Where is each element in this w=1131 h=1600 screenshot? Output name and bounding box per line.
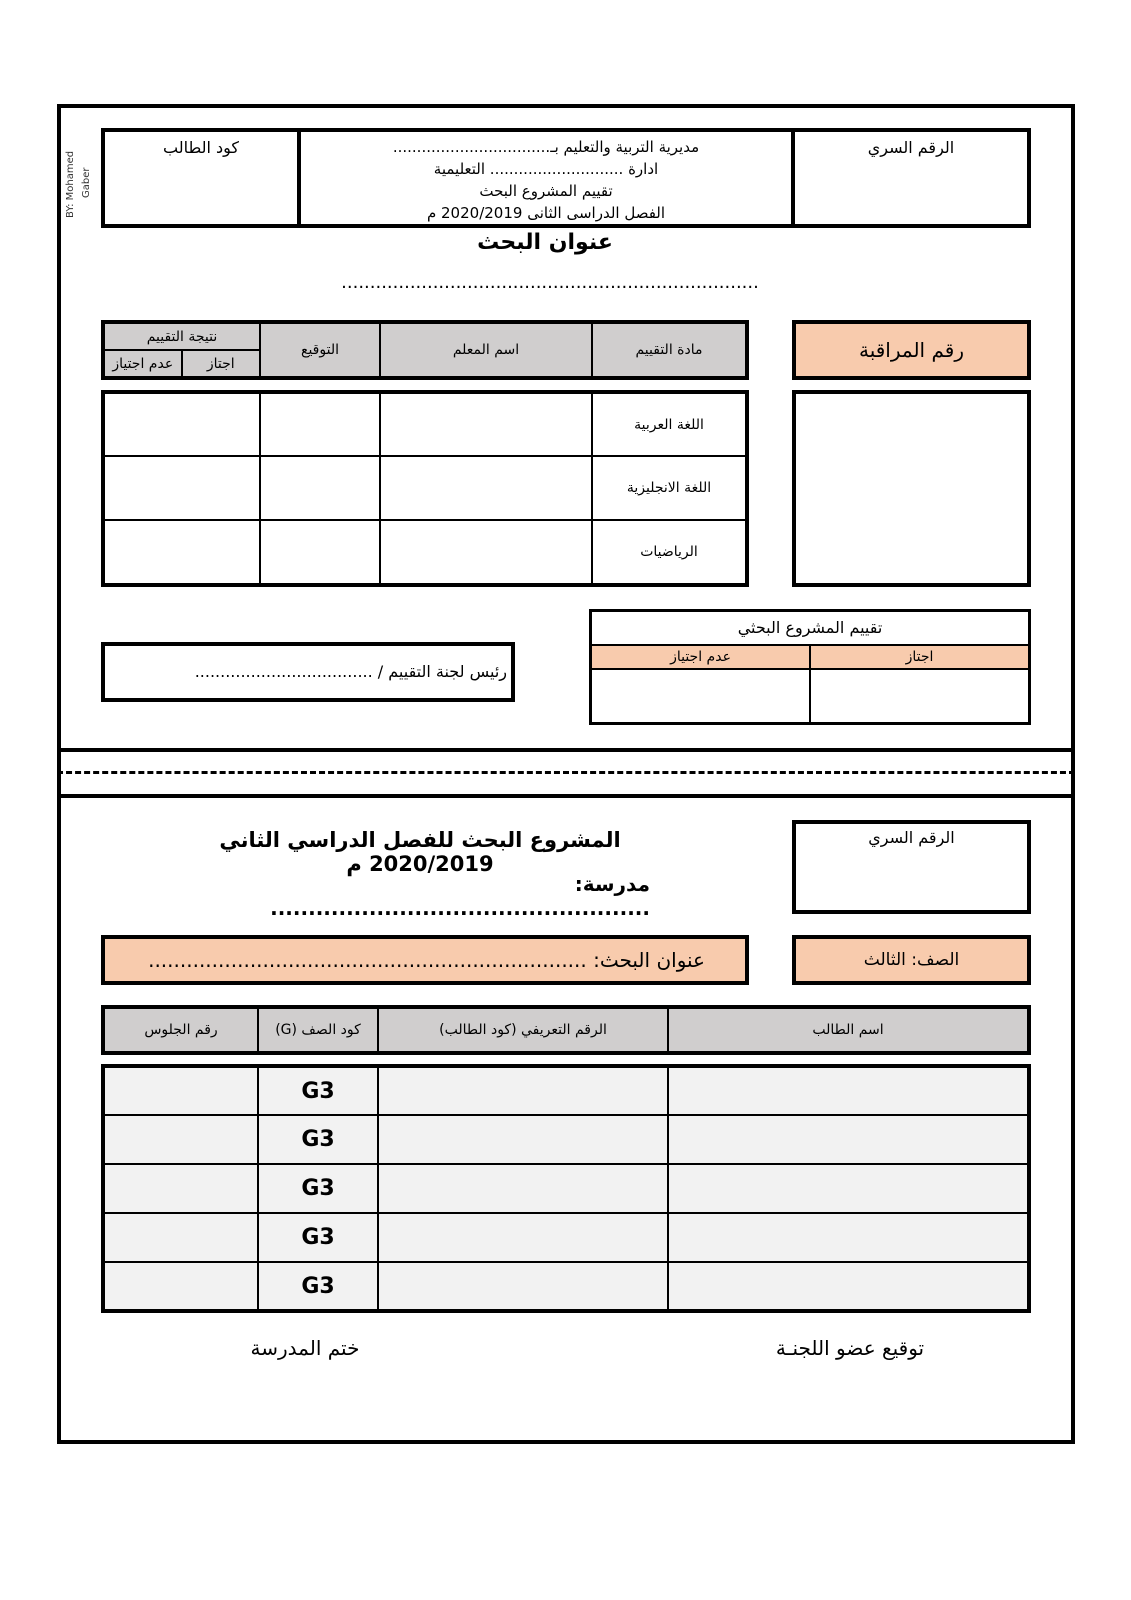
class-code-cell: G3 bbox=[258, 1213, 378, 1262]
table-row bbox=[103, 1213, 1029, 1262]
monitor-number-label: رقم المراقبة bbox=[792, 320, 1031, 380]
seat-number-cell[interactable] bbox=[103, 1115, 258, 1164]
result-header: نتيجة التقييم bbox=[103, 322, 260, 350]
signature-cell[interactable] bbox=[260, 392, 380, 456]
students-body bbox=[101, 1064, 1031, 1313]
subject-math: الرياضيات bbox=[592, 520, 747, 585]
table-row bbox=[103, 1115, 1029, 1164]
subject-arabic: اللغة العربية bbox=[592, 392, 747, 456]
result-pass-header: اجتاز bbox=[182, 350, 261, 378]
grade-box bbox=[792, 935, 1031, 985]
project-evaluation-title: تقييم المشروع البحثي bbox=[591, 611, 1030, 645]
project-pass-cell[interactable] bbox=[810, 669, 1030, 724]
class-code-cell: G3 bbox=[258, 1115, 378, 1164]
seat-number-cell[interactable] bbox=[103, 1066, 258, 1115]
committee-head-box[interactable] bbox=[101, 642, 515, 702]
teacher-name-cell[interactable] bbox=[380, 392, 592, 456]
watermark-line1: BY: Mohamed bbox=[65, 150, 76, 218]
student-name-cell[interactable] bbox=[668, 1164, 1029, 1213]
bottom-research-title-label: عنوان البحث: ..................................................................... bbox=[148, 948, 705, 972]
evaluation-header bbox=[101, 320, 749, 380]
evaluation-body bbox=[101, 390, 749, 587]
result-fail-header: عدم اجتياز bbox=[103, 350, 182, 378]
project-fail-cell[interactable] bbox=[591, 669, 811, 724]
student-name-cell[interactable] bbox=[668, 1262, 1029, 1311]
student-name-cell[interactable] bbox=[668, 1066, 1029, 1115]
bottom-title: المشروع البحث للفصل الدراسي الثاني 2020/2019 م bbox=[219, 828, 621, 876]
committee-signature-label: توقيع عضو اللجنـة bbox=[775, 1336, 925, 1360]
seat-number-header: رقم الجلوس bbox=[103, 1007, 258, 1053]
subject-english: اللغة الانجليزية bbox=[592, 456, 747, 520]
table-row bbox=[103, 1262, 1029, 1311]
result-cell[interactable] bbox=[103, 456, 260, 520]
evaluation-row bbox=[103, 520, 747, 585]
watermark bbox=[64, 148, 104, 218]
class-code-header: كود الصف (G) bbox=[258, 1007, 378, 1053]
committee-head-label: رئيس لجنة التقييم / ................................... bbox=[194, 662, 507, 681]
id-number-cell[interactable] bbox=[378, 1262, 668, 1311]
signature-cell[interactable] bbox=[260, 456, 380, 520]
seat-number-cell[interactable] bbox=[103, 1164, 258, 1213]
id-number-cell[interactable] bbox=[378, 1213, 668, 1262]
table-row bbox=[103, 1164, 1029, 1213]
monitor-number-box[interactable] bbox=[792, 390, 1031, 587]
class-code-cell: G3 bbox=[258, 1164, 378, 1213]
header-table bbox=[101, 128, 1031, 228]
header-line-1: مديرية التربية والتعليم بـ................................. bbox=[392, 138, 700, 156]
header-line-4: الفصل الدراسى الثانى 2020/2019 م bbox=[426, 204, 666, 222]
section-divider-bottom bbox=[57, 794, 1075, 798]
project-pass-header: اجتاز bbox=[810, 645, 1030, 669]
bottom-secret-number-box[interactable] bbox=[792, 820, 1031, 914]
bottom-secret-number-label: الرقم السري bbox=[868, 828, 955, 847]
watermark-line2: Gaber bbox=[81, 167, 92, 198]
bottom-research-title[interactable] bbox=[101, 935, 749, 985]
student-name-cell[interactable] bbox=[668, 1115, 1029, 1164]
teacher-header: اسم المعلم bbox=[380, 322, 592, 378]
project-evaluation-table bbox=[589, 609, 1031, 725]
id-number-cell[interactable] bbox=[378, 1164, 668, 1213]
research-title-dots: ......................................................................... bbox=[341, 272, 759, 293]
secret-number-label: الرقم السري bbox=[867, 138, 955, 157]
evaluation-row bbox=[103, 456, 747, 520]
seat-number-cell[interactable] bbox=[103, 1213, 258, 1262]
class-code-cell: G3 bbox=[258, 1066, 378, 1115]
student-name-cell[interactable] bbox=[668, 1213, 1029, 1262]
bottom-school: مدرسة: .................................................. bbox=[270, 872, 650, 920]
signature-header: التوقيع bbox=[260, 322, 380, 378]
id-number-cell[interactable] bbox=[378, 1115, 668, 1164]
teacher-name-cell[interactable] bbox=[380, 456, 592, 520]
result-cell[interactable] bbox=[103, 392, 260, 456]
student-name-header: اسم الطالب bbox=[668, 1007, 1029, 1053]
result-cell[interactable] bbox=[103, 520, 260, 585]
header-line-3: تقييم المشروع البحث bbox=[479, 182, 613, 200]
research-title-heading: عنوان البحث bbox=[477, 230, 613, 255]
project-fail-header: عدم اجتياز bbox=[591, 645, 811, 669]
school-stamp-label: ختم المدرسة bbox=[250, 1336, 360, 1360]
header-line-2: ادارة ............................ التعليمية bbox=[433, 160, 659, 178]
header-title-cell bbox=[299, 130, 793, 226]
class-code-cell: G3 bbox=[258, 1262, 378, 1311]
id-number-cell[interactable] bbox=[378, 1066, 668, 1115]
signature-cell[interactable] bbox=[260, 520, 380, 585]
teacher-name-cell[interactable] bbox=[380, 520, 592, 585]
students-header bbox=[101, 1005, 1031, 1055]
evaluation-row bbox=[103, 392, 747, 456]
subject-header: مادة التقييم bbox=[592, 322, 747, 378]
secret-number-cell bbox=[793, 130, 1029, 226]
section-divider-top bbox=[57, 748, 1075, 752]
grade-label: الصف: الثالث bbox=[863, 950, 960, 970]
id-number-header: الرقم التعريفي (كود الطالب) bbox=[378, 1007, 668, 1053]
student-code-label: كود الطالب bbox=[163, 138, 239, 157]
cut-line bbox=[57, 771, 1075, 774]
table-row bbox=[103, 1066, 1029, 1115]
student-code-cell bbox=[103, 130, 299, 226]
seat-number-cell[interactable] bbox=[103, 1262, 258, 1311]
